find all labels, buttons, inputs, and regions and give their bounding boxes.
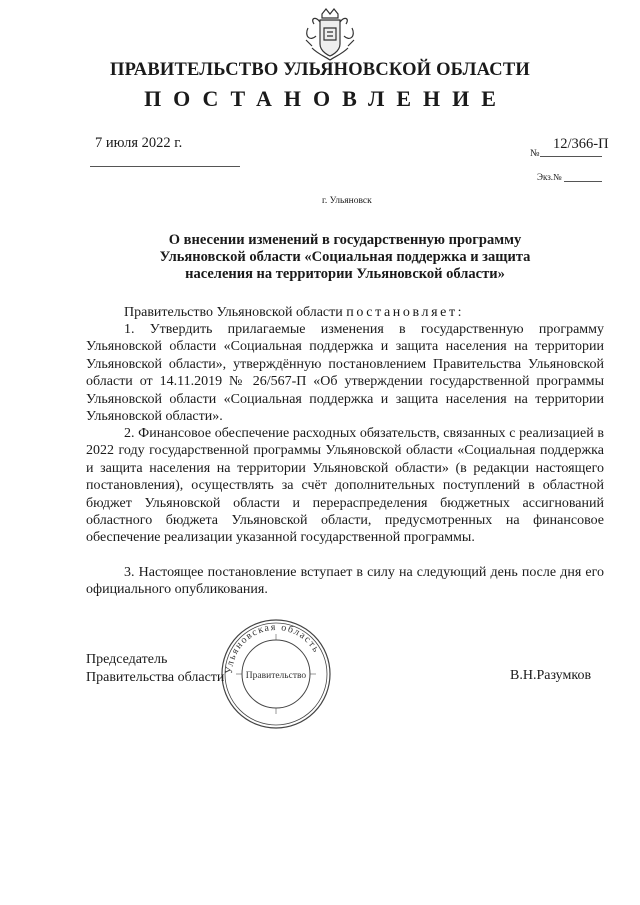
paragraph-1 xyxy=(86,321,604,425)
government-name: ПРАВИТЕЛЬСТВО УЛЬЯНОВСКОЙ ОБЛАСТИ xyxy=(110,60,530,80)
date-underline xyxy=(90,166,240,167)
decree-title xyxy=(110,232,580,283)
paragraph-3 xyxy=(86,564,604,599)
number-underline xyxy=(540,156,602,157)
intro-paragraph xyxy=(86,304,604,321)
official-stamp xyxy=(220,618,332,730)
signatory-name: В.Н.Разумков xyxy=(510,668,592,683)
title-line: Ульяновской области «Социальная поддержка и защита xyxy=(159,249,531,265)
signatory-position xyxy=(86,651,224,686)
document-type: ПОСТАНОВЛЕНИЕ xyxy=(144,86,508,111)
paragraph-text: 1. Утвердить прилагаемые изменения в государственную программу Ульяновской области «Социальная поддержка и защита населения на территории Ульяновской области», утверждённую постановлением Правительства Ульяновской области от 14.11.2019 № 26/567-П «Об утверждении государственной программы Ульяновской области «Социальная поддержка и защита населения на территории Ульяновской области». xyxy=(86,322,604,425)
coat-of-arms-icon xyxy=(300,6,360,64)
paragraph-text: 2. Финансовое обеспечение расходных обязательств, связанных с реализацией в 2022 году государственной программы Ульяновской области «Социальная поддержка и защита населения на территории Ульяновской области» (в редакции настоящего постановления), осуществлять за счёт дополнительных поступлений в областной бюджет Ульяновской области и перераспределения бюджетных ассигнований областного бюджета Ульяновской области, предусмотренных на финансовое обеспечение реализации указанной государственной программы. xyxy=(86,426,604,546)
decree-number: 12/366-П xyxy=(553,136,609,152)
intro-text: Правительство Ульяновской области xyxy=(124,305,347,320)
intro-keyword: постановляет: xyxy=(346,305,465,320)
copy-number-label: Экз.№ xyxy=(537,172,562,182)
number-sign: № xyxy=(530,148,540,159)
decree-date: 7 июля 2022 г. xyxy=(95,135,183,151)
paragraph-2 xyxy=(86,425,604,547)
position-line: Председатель xyxy=(86,652,168,667)
position-line: Правительства области xyxy=(86,669,225,685)
stamp-outer-text: Ульяновская область xyxy=(223,621,323,675)
paragraph-text: 3. Настоящее постановление вступает в силу на следующий день после дня его официального опубликования. xyxy=(86,565,604,598)
stamp-inner-text: Правительство xyxy=(245,671,307,681)
city: г. Ульяновск xyxy=(322,196,372,206)
title-line: населения на территории Ульяновской области» xyxy=(185,266,505,282)
title-line: О внесении изменений в государственную программу xyxy=(168,232,522,248)
copy-number-underline xyxy=(564,181,602,182)
